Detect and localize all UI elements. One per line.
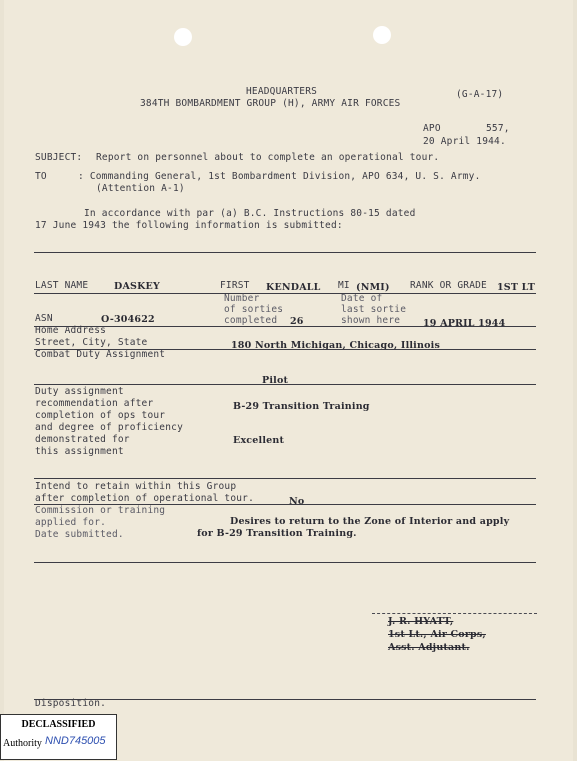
header-line-2: 384TH BOMBARDMENT GROUP (H), ARMY AIR FORCES [140,98,401,109]
duty-label-6: this assignment [35,446,124,457]
remarks-row-line [34,562,536,563]
retain-label-2: after completion of operational tour. [35,493,255,504]
retain-value: No [289,496,305,507]
to-line-2: (Attention A-1) [96,183,185,194]
disposition-label: Disposition. [35,698,107,709]
home-address-label-1: Home Address [35,325,107,336]
signer-name: J. R. HYATT, [388,616,454,627]
duty-label-1: Duty assignment [35,386,124,397]
first-name-value: KENDALL [266,282,321,293]
apo-label: APO [423,123,441,134]
sorties-value: 26 [290,316,304,327]
report-date: 20 April 1944. [423,136,506,147]
document-page [4,0,573,761]
mi-value: (NMI) [356,282,390,293]
number-label-2: of sorties [224,304,284,315]
rank-label: RANK OR GRADE [410,280,487,291]
combat-duty-label: Combat Duty Assignment [35,349,166,360]
last-sortie-date-value: 19 APRIL 1944 [423,318,506,329]
date-label-1: Date of [341,293,383,304]
subject-label: SUBJECT: [35,152,83,163]
remarks-line-2: for B-29 Transition Training. [197,528,357,539]
first-name-label: FIRST [220,280,250,291]
asn-row-line [34,326,536,327]
subject-text: Report on personnel about to complete an operational tour. [96,152,440,163]
punch-hole-right [373,26,391,44]
number-label-3: completed [224,315,278,326]
date-label-3: shown here [341,315,401,326]
punch-hole-left [174,28,192,46]
declassified-heading: DECLASSIFIED [21,719,96,730]
duty-label-3: completion of ops tour [35,410,166,421]
authority-label: Authority [3,738,42,749]
asn-value: O-304622 [101,314,155,325]
date-label-2: last sortie [341,304,407,315]
proficiency-value: Excellent [233,435,285,446]
commission-label-3: Date submitted. [35,529,124,540]
disposition-line [34,699,536,700]
rank-value: 1ST LT [497,282,536,293]
intro-line-2: 17 June 1943 the following information is submitted: [35,220,343,231]
duty-label-5: demonstrated for [35,434,130,445]
duty-recommendation-value: B-29 Transition Training [233,401,370,412]
combat-duty-value: Pilot [262,375,289,386]
intro-line-1: In accordance with par (a) B.C. Instructions 80-15 dated [84,208,416,219]
to-line-1: : Commanding General, 1st Bombardment Division, APO 634, U. S. Army. [78,171,481,182]
remarks-line-1: Desires to return to the Zone of Interior and apply [230,516,510,527]
name-row-line [34,293,536,294]
signer-rank: 1st Lt., Air Corps, [388,629,486,640]
commission-label-2: applied for. [35,517,107,528]
mi-label: MI [338,280,350,291]
duty-row-line [34,478,536,479]
combat-row-line [34,384,536,385]
to-label: TO [35,171,47,182]
home-address-label-2: Street, City, State [35,337,148,348]
duty-label-2: recommendation after [35,398,154,409]
header-line-1: HEADQUARTERS [246,86,318,97]
last-name-label: LAST NAME [35,280,89,291]
commission-label-1: Commission or training [35,505,166,516]
divider [34,252,536,253]
declassified-stamp [0,714,117,760]
number-label-1: Number [224,293,260,304]
apo-number: 557, [486,123,510,134]
authority-number: NND745005 [45,735,106,747]
home-address-value: 180 North Michigan, Chicago, Illinois [231,340,440,351]
signature-rule [372,613,537,614]
signer-title: Asst. Adjutant. [388,642,470,653]
duty-label-4: and degree of proficiency [35,422,183,433]
form-code: (G-A-17) [456,89,504,100]
asn-label: ASN [35,313,53,324]
retain-label-1: Intend to retain within this Group [35,481,237,492]
last-name-value: DASKEY [114,281,160,292]
